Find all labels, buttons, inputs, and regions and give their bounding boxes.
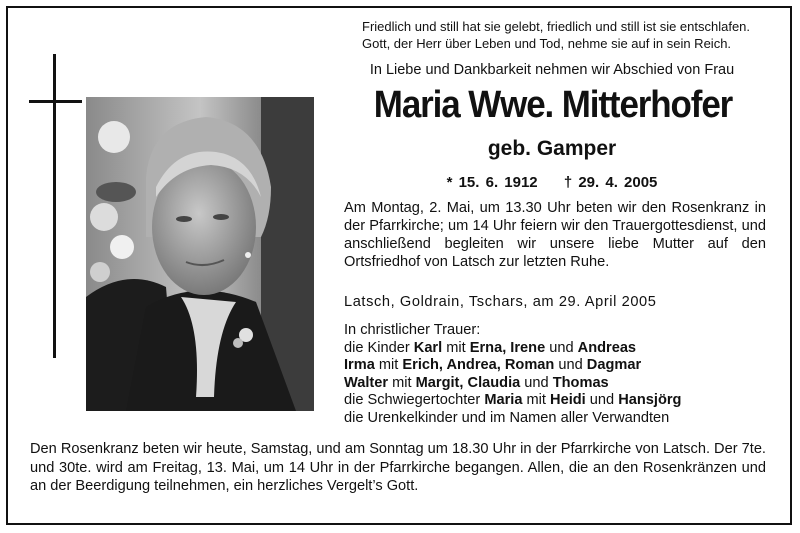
mourners-list xyxy=(344,322,774,427)
mourner-line: die Schwiegertochter Maria mit Heidi und Hansjörg xyxy=(344,392,682,408)
maiden-name: geb. Gamper xyxy=(487,137,617,160)
deceased-name: Maria Wwe. Mitterhofer xyxy=(373,84,733,126)
motto-verse xyxy=(362,18,782,52)
footer-notice: Den Rosenkranz beten wir heute, Samstag, und am Sonntag um 18.30 Uhr in der Pfarrkirche von Latsch. Der 7te. und 30te. wird am Freitag, 13. Mai, um 14 Uhr in der Pfarrkirche begangen. Allen, die an den Rosenkränzen und an der Beerdigung teilnehmen, ein herzliches Vergelt’s Gott. xyxy=(30,441,766,494)
death-date: † 29. 4. 2005 xyxy=(563,174,658,191)
farewell-intro: In Liebe und Dankbarkeit nehmen wir Abschied von Frau xyxy=(369,62,735,78)
mourner-line: die Urenkelkinder und im Namen aller Verwandten xyxy=(344,409,670,426)
place-and-date: Latsch, Goldrain, Tschars, am 29. April 2005 xyxy=(344,294,657,310)
motto-line-2: Gott, der Herr über Leben und Tod, nehme sie auf in sein Reich. xyxy=(362,36,732,51)
birth-date: * 15. 6. 1912 xyxy=(446,174,538,191)
motto-line-1: Friedlich und still hat sie gelebt, friedlich und still ist sie entschlafen. xyxy=(362,19,751,34)
service-announcement: Am Montag, 2. Mai, um 13.30 Uhr beten wir den Rosenkranz in der Pfarrkirche; um 14 Uhr feiern wir den Trauergottesdienst, und anschließend begleiten wir unsere liebe Mutter auf den Ortsfriedhof von Latsch zur letzten Ruhe. xyxy=(344,200,766,270)
mourning-heading: In christlicher Trauer: xyxy=(344,322,481,338)
life-dates xyxy=(342,174,762,191)
mourner-line: Walter mit Margit, Claudia und Thomas xyxy=(344,374,609,391)
portrait-photo xyxy=(86,97,314,411)
mourner-line: die Kinder Karl mit Erna, Irene und Andreas xyxy=(344,339,637,356)
mourner-line: Irma mit Erich, Andrea, Roman und Dagmar xyxy=(344,357,642,373)
